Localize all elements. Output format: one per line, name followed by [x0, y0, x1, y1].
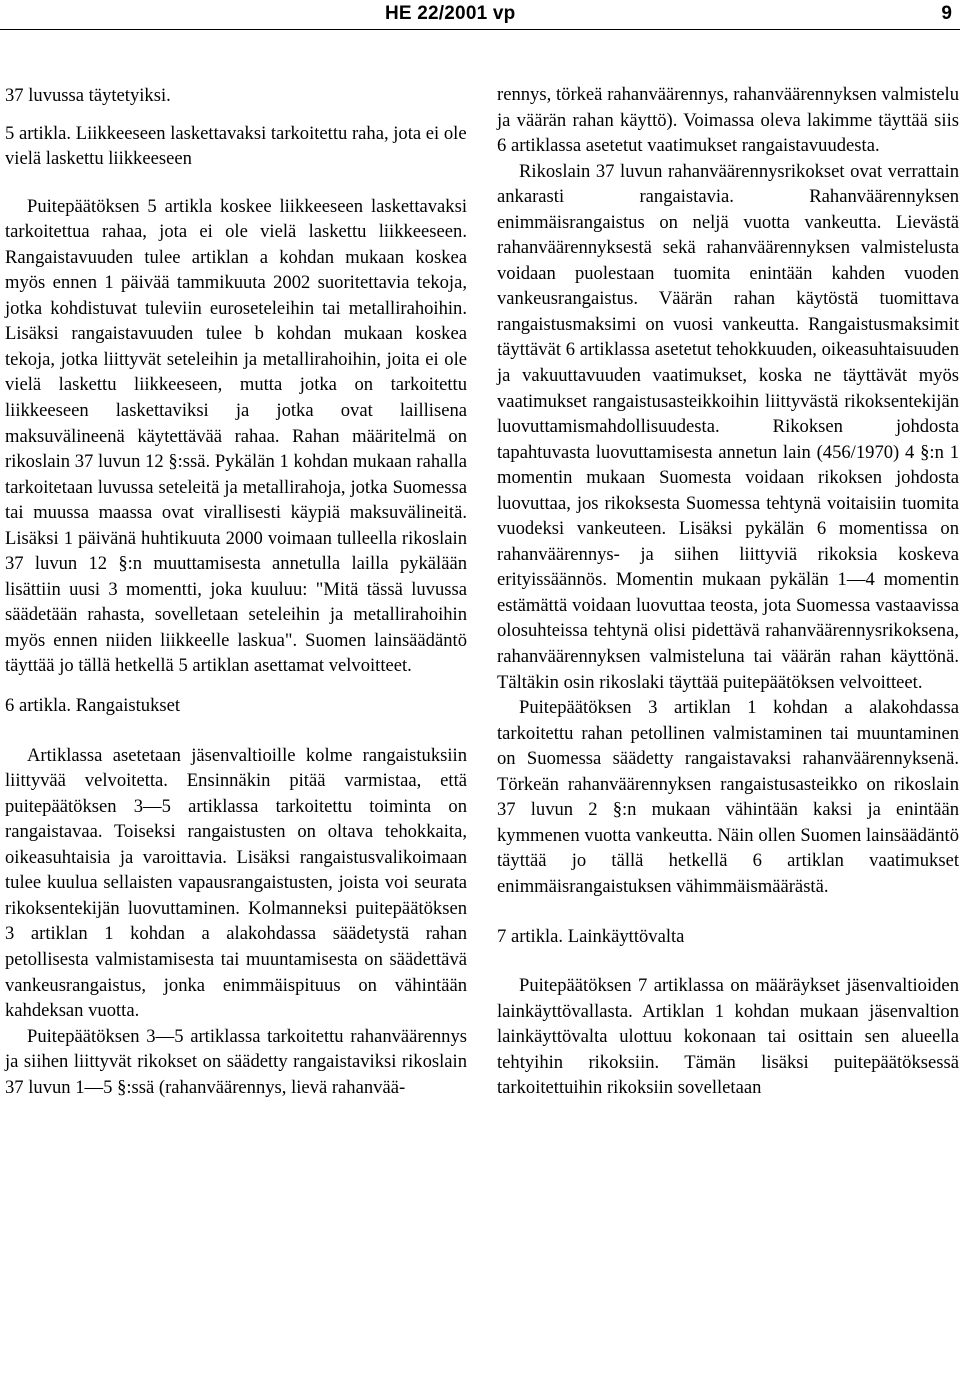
paragraph: Puitepäätöksen 3—5 artiklassa tarkoitettu rahanväärennys ja siihen liittyvät rikokset on säädetty rangaistaviksi rikoslain 37 luvun 1—5 §:ssä (rahanväärennys, lievä rahanvää-: [5, 1025, 467, 1098]
section-heading-7-artikla: 7 artikla. Lainkäyttövalta: [497, 925, 685, 947]
paragraph: Rikoslain 37 luvun rahanväärennysrikokset ovat verrattain ankarasti rangaistavia. Rahanväärennyksen enimmäisrangaistus on neljä vuotta vankeutta. Lievästä rahanväärennyksestä sekä rahanväärennyksen valmistelusta voidaan puolestaan tuomita enintään kahden vuoden vankeusrangaistus. Väärän rahan käytöstä tuomittava rangaistusmaksimi on vuosi vankeutta. Rangaistusmaksimit täyttävät 6 artiklassa asetetut tehokkuuden, oikeasuhtaisuuden ja vakuuttavuuden vaatimukset, koska ne täyttävät myös vaatimukset rangaistusasteikkoihin liittyvästä rikoksentekijän luovuttamismahdollisuudesta. Rikoksen johdosta tapahtuvasta luovuttamisesta annetun lain (456/1970) 4 §:n 1 momentin mukaan Suomesta voidaan rikoksen johdosta luovuttaa, jos rikoksesta Suomessa tehtynä voitaisiin tuomita vuodeksi vankeuteen. Lisäksi pykälän 6 momentissa on rahanväärennys- ja siihen liittyviä rikoksia koskeva erityissäännös. Momentin mukaan pykälän 1—4 momentin estämättä voidaan luovuttaa teosta, jota Suomessa vastaavissa olosuhteissa tehtynä olisi pidettävä rahanväärennysrikoksena, rahanväärennyksen valmisteluna tai väärän rahan käyttönä. Tältäkin osin rikoslaki täyttää puitepäätöksen velvoitteet.: [497, 160, 959, 693]
right-column: [497, 82, 959, 1101]
paragraph: Puitepäätöksen 7 artiklassa on määräykset jäsenvaltioiden lainkäyttövallasta. Artiklan 1 kohdan mukaan jäsenvaltion lainkäyttövalta ulottuu kokonaan tai osittain sen alueella tehtyihin rikoksiin. Tämän lisäksi puitepäätöksessä tarkoitettuihin rikoksiin sovelletaan: [497, 975, 959, 1099]
left-column: [5, 83, 467, 1100]
section-heading-5-artikla: 5 artikla. Liikkeeseen laskettavaksi tarkoitettu raha, jota ei ole vielä laskettu liikkeeseen: [5, 122, 467, 170]
paragraph-continuation: rennys, törkeä rahanväärennys, rahanväärennyksen valmistelu ja väärän rahan käyttö). Voimassa oleva lakimme täyttää siis 6 artiklassa asetetut vaatimukset rangaistavuudesta.: [497, 84, 959, 157]
paragraph: Puitepäätöksen 5 artikla koskee liikkeeseen laskettavaksi tarkoitettua rahaa, jota ei ole vielä laskettu liikkeeseen. Rangaistavuuden tulee artiklan a kohdan mukaan koskea myös ennen 1 päivää tammikuuta 2002 suoritettavia tekoja, jotka kohdistuvat tuleviin euroseteleihin tai metallirahoihin. Lisäksi rangaistavuuden tulee b kohdan mukaan koskea tekoja, jotka liittyvät seteleihin ja metallirahoihin, joita ei ole vielä laskettu liikkeeseen, mutta jotka on tarkoitettu liikkeeseen laskettaviksi ja jotka ovat laillisena maksuvälineenä käytettävää rahaa. Rahan määritelmä on rikoslain 37 luvun 12 §:ssä. Pykälän 1 kohdan mukaan rahalla tarkoitetaan luvussa seteleitä ja metallirahoja, jotka Suomessa tai muussa maassa ovat virallisesti käypiä maksuvälineitä. Lisäksi 1 päivänä huhtikuuta 2000 voimaan tulleella rikoslain 37 luvun 12 §:n muuttamisesta annetulla lailla pykälään lisättiin uusi 3 momentti, joka kuuluu: "Mitä tässä luvussa säädetään rahasta, sovelletaan seteleihin ja metallirahoihin myös ennen niiden liikkeelle laskua". Suomen lainsäädäntö täyttää jo tällä hetkellä 5 artiklan asettamat velvoitteet.: [5, 195, 467, 677]
document-id: HE 22/2001 vp: [385, 3, 516, 24]
paragraph: Puitepäätöksen 3 artiklan 1 kohdan a alakohdassa tarkoitettu rahan petollinen valmistaminen tai muuntaminen on Suomessa säädetty rangaistavaksi rahanväärennyksenä. Törkeän rahanväärennyksen rangaistusasteikko on rikoslain 37 luvun 2 §:n mukaan vähintään kaksi ja enintään kymmenen vuotta vankeutta. Näin ollen Suomen lainsäädäntö täyttää jo tällä hetkellä 6 artiklan vaatimukset enimmäisrangaistuksen vähimmäismäärästä.: [497, 697, 959, 897]
section-heading-6-artikla: 6 artikla. Rangaistukset: [5, 695, 181, 717]
paragraph: Artiklassa asetetaan jäsenvaltioille kolme rangaistuksiin liittyvää velvoitetta. Ensinnäkin pitää varmistaa, että puitepäätöksen 3—5 artiklassa tarkoitettu toiminta on rangaistavaa. Toiseksi rangaistusten on oltava tehokkaita, oikeasuhtaisia ja varoittavia. Lisäksi rangaistusvalikoimaan tulee kuulua sellaisten vapausrangaistusten, joista voi seurata rikoksentekijän luovuttaminen. Kolmanneksi puitepäätöksen 3 artiklan 1 kohdan a alakohdassa säädetystä rahan petollisesta valmistamisesta tai muuntamisesta on säädettävä vankeusrangaistus, jonka enimmäispituus on vähintään kahdeksan vuotta.: [5, 744, 467, 1022]
paragraph-continuation: 37 luvussa täytetyiksi.: [5, 85, 171, 106]
page-header: [0, 0, 960, 30]
page-number: 9: [941, 3, 952, 24]
